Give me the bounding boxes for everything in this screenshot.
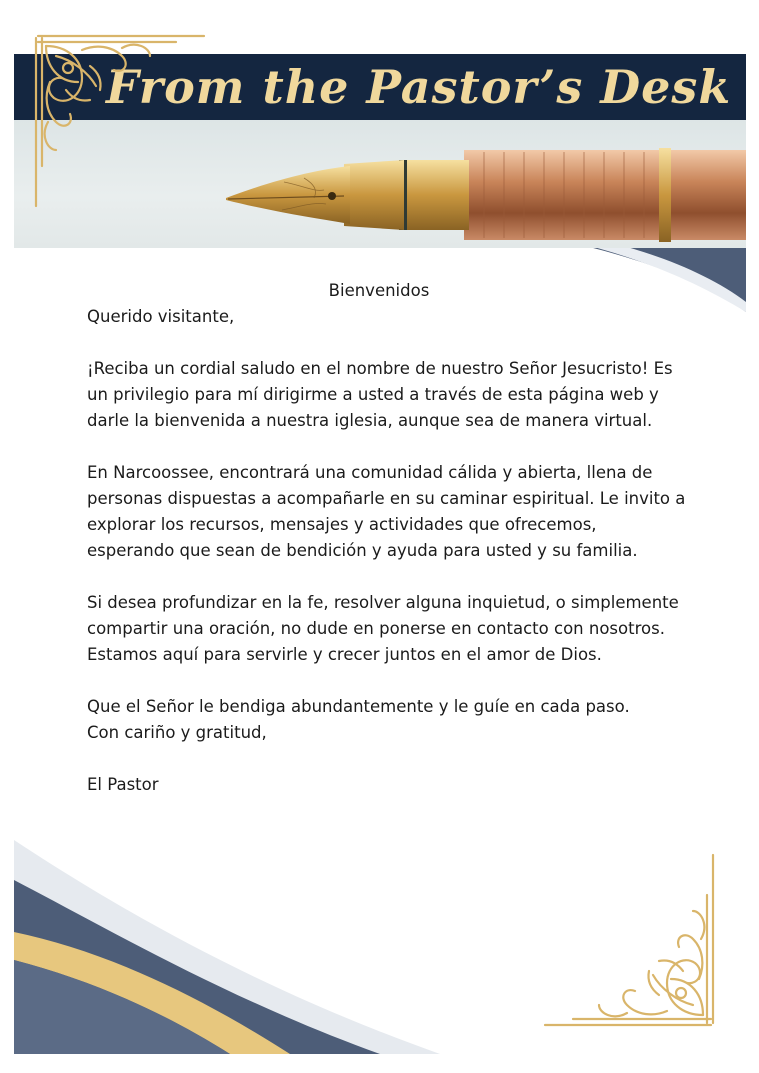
letter-body — [87, 278, 687, 798]
letter-heading: Bienvenidos — [328, 281, 430, 300]
signature: El Pastor — [87, 775, 159, 794]
closing-line: Que el Señor le bendiga abundantemente y le guíe en cada paso. — [87, 697, 630, 716]
paragraph-1: ¡Reciba un cordial saludo en el nombre de nuestro Señor Jesucristo! Es un privilegio para mí dirigirme a usted a través de esta página web y darle la bienvenida a nuestra iglesia, aunque sea de manera virtual. — [87, 359, 673, 430]
bottom-right-ornament-icon — [538, 850, 723, 1035]
banner-title: From the Pastor’s Desk — [106, 60, 732, 114]
paragraph-3: Si desea profundizar en la fe, resolver alguna inquietud, o simplemente compartir una oración, no dude en ponerse en contacto con nosotros. Estamos aquí para servirle y crecer juntos en el amor de Dios. — [87, 593, 679, 664]
paragraph-2: En Narcoossee, encontrará una comunidad cálida y abierta, llena de personas dispuestas a acompañarle en su caminar espiritual. Le invito a explorar los recursos, mensajes y actividades que ofrecemos, esperando que sean de bendición y ayuda para usted y su familia. — [87, 463, 686, 560]
top-left-ornament-icon — [26, 26, 211, 211]
salutation: Querido visitante, — [87, 307, 235, 326]
closing-regards: Con cariño y gratitud, — [87, 723, 267, 742]
